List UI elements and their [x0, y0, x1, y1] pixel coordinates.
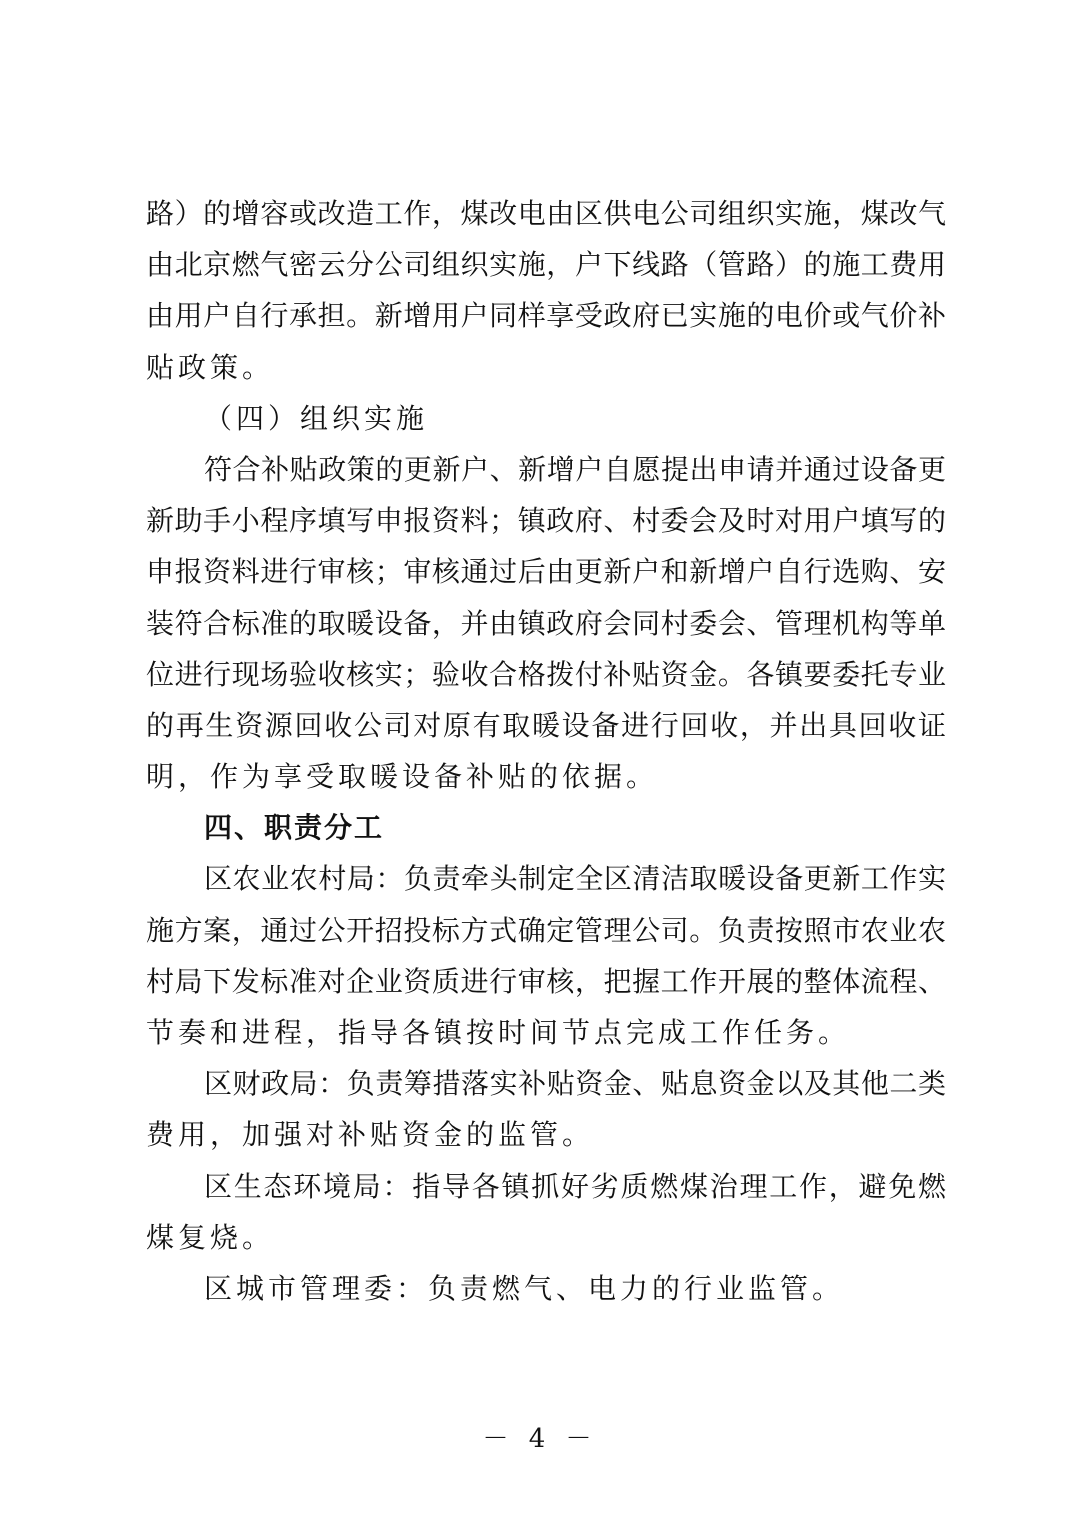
- text-line: 煤复烧。: [146, 1220, 275, 1254]
- page-number: － 4 －: [482, 1424, 598, 1454]
- paragraph-first-line: 符合补贴政策的更新户、新增户自愿提出申请并通过设备更: [204, 452, 946, 486]
- text-line: 明，作为享受取暖设备补贴的依据。: [146, 760, 659, 794]
- paragraph-first-line: 区财政局：负责筹措落实补贴资金、贴息资金以及其他二类: [204, 1067, 946, 1101]
- text-line: 新助手小程序填写申报资料；镇政府、村委会及时对用户填写的: [146, 504, 946, 538]
- text-line: 的再生资源回收公司对原有取暖设备进行回收，并出具回收证: [146, 708, 946, 742]
- text-line: 费用，加强对补贴资金的监管。: [146, 1118, 595, 1152]
- section-subheading: （四）组织实施: [204, 401, 429, 435]
- text-line: 施方案，通过公开招投标方式确定管理公司。负责按照市农业农: [146, 913, 946, 947]
- text-line: 村局下发标准对企业资质进行审核，把握工作开展的整体流程、: [146, 964, 946, 998]
- text-line: 路）的增容或改造工作，煤改电由区供电公司组织实施，煤改气: [146, 197, 946, 230]
- paragraph-single-line: 区城市管理委：负责燃气、电力的行业监管。: [204, 1271, 845, 1305]
- document-body: [146, 188, 946, 1314]
- section-heading: 四、职责分工: [204, 811, 385, 845]
- text-line: 装符合标准的取暖设备，并由镇政府会同村委会、管理机构等单: [146, 606, 946, 640]
- paragraph-first-line: 区农业农村局：负责牵头制定全区清洁取暖设备更新工作实: [204, 862, 946, 896]
- paragraph-first-line: 区生态环境局：指导各镇抓好劣质燃煤治理工作，避免燃: [204, 1169, 946, 1203]
- text-line: 由北京燃气密云分公司组织实施，户下线路（管路）的施工费用: [146, 248, 946, 282]
- text-line: 由用户自行承担。新增用户同样享受政府已实施的电价或气价补: [146, 299, 946, 333]
- text-line: 申报资料进行审核；审核通过后由更新户和新增户自行选购、安: [146, 555, 946, 589]
- text-line: 贴政策。: [146, 350, 275, 384]
- text-line: 节奏和进程，指导各镇按时间节点完成工作任务。: [146, 1016, 851, 1049]
- text-line: 位进行现场验收核实；验收合格拨付补贴资金。各镇要委托专业: [146, 657, 946, 691]
